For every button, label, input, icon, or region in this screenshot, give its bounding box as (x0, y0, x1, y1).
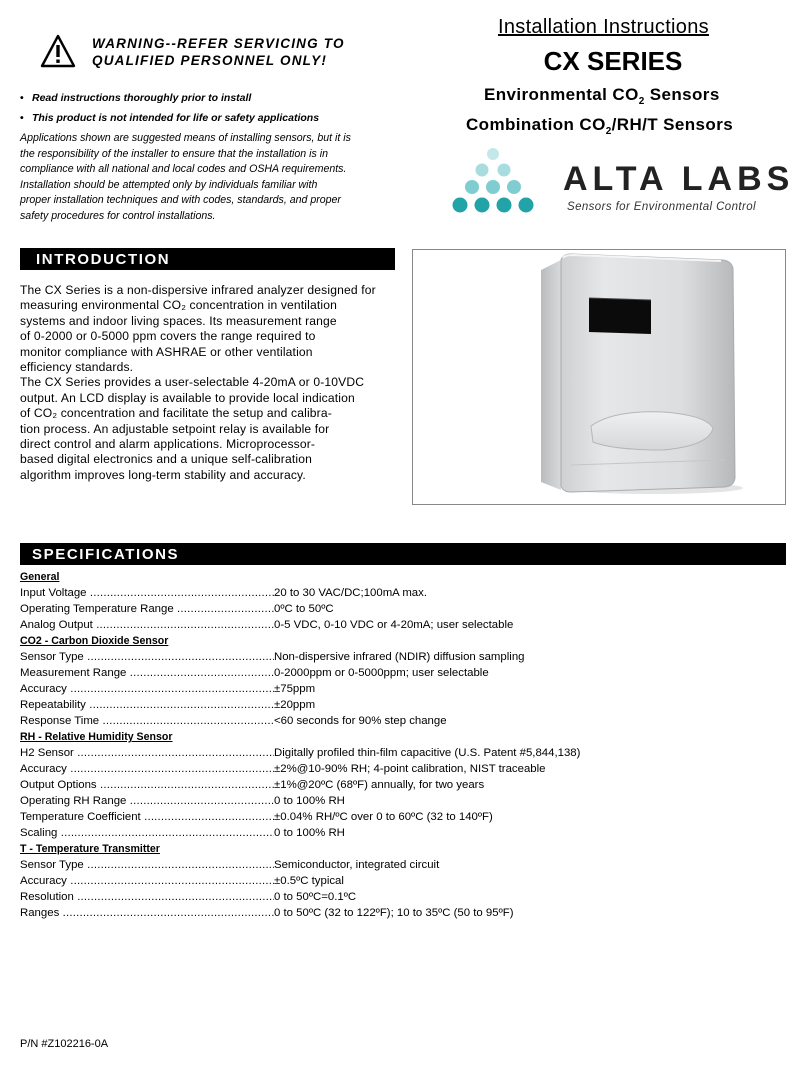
intro-line: The CX Series provides a user-selectable 4-20mA or 0-10VDC (20, 375, 365, 390)
spec-row (20, 649, 786, 665)
logo-dot (453, 198, 468, 213)
intro-line: monitor compliance with ASHRAE or other ventilation (20, 344, 313, 359)
disclaimer-line: safety procedures for control installations. (20, 209, 216, 222)
specifications-list (20, 569, 786, 921)
subtitle-text: Sensors (644, 85, 720, 104)
spec-label: Operating Temperature Range ..... (20, 601, 274, 617)
warning-line-2: QUALIFIED PERSONNEL ONLY! (92, 53, 328, 68)
logo-dot (497, 198, 512, 213)
spec-row (20, 697, 786, 713)
spec-label: Accuracy ..... (20, 873, 274, 889)
spec-value: Digitally profiled thin-film capacitive (U.S. Patent #5,844,138) (274, 747, 581, 759)
product-subtitle-1 (484, 85, 720, 107)
spec-row (20, 889, 786, 905)
disclaimer-line: compliance with all national and local codes and OSHA requirements. (20, 163, 347, 176)
spec-row (20, 873, 786, 889)
spec-row (20, 713, 786, 729)
spec-value: 0ºC to 50ºC (274, 603, 334, 615)
intro-line: algorithm improves long-term stability and accuracy. (20, 467, 306, 482)
spec-label: Scaling ..... (20, 825, 274, 841)
spec-value: 0 to 50ºC (32 to 122ºF); 10 to 35ºC (50 to 95ºF) (274, 907, 514, 919)
logo-dot (519, 198, 534, 213)
subscript: 2 (638, 96, 645, 107)
brand-tagline: Sensors for Environmental Control (567, 201, 756, 213)
intro-line: of CO₂ concentration and facilitate the setup and calibra- (20, 406, 332, 421)
spec-value: ±1%@20ºC (68ºF) annually, for two years (274, 779, 485, 791)
spec-row (20, 617, 786, 633)
spec-value: ±0.04% RH/ºC over 0 to 60ºC (32 to 140ºF) (274, 811, 493, 823)
spec-label: Accuracy ..... (20, 681, 274, 697)
spec-value: 20 to 30 VAC/DC;100mA max. (274, 587, 427, 599)
spec-row (20, 761, 786, 777)
disclaimer-line: Installation should be attempted only by individuals familiar with (20, 178, 318, 191)
series-title: CX SERIES (543, 46, 683, 76)
spec-row (20, 825, 786, 841)
disclaimer-line: the responsibility of the installer to ensure that the installation is in (20, 147, 328, 160)
intro-line: direct control and alarm applications. Microprocessor- (20, 437, 316, 452)
intro-line: efficiency standards. (20, 360, 134, 375)
spec-label: Temperature Coefficient ..... (20, 809, 274, 825)
bullet-item (20, 112, 319, 124)
spec-label: H2 Sensor ..... (20, 745, 274, 761)
bullet-text: This product is not intended for life or safety applications (32, 112, 320, 124)
subtitle-text: Environmental CO (484, 85, 639, 104)
introduction-header: INTRODUCTION (20, 248, 395, 270)
spec-value: 0-5 VDC, 0-10 VDC or 4-20mA; user selectable (274, 619, 514, 631)
product-image (412, 249, 786, 505)
warning-heading (92, 35, 345, 69)
spec-value: ±75ppm (274, 683, 316, 695)
spec-label: Input Voltage ..... (20, 585, 274, 601)
intro-line: based digital electronics and a unique self-calibration (20, 452, 312, 467)
specifications-header: SPECIFICATIONS (20, 543, 786, 565)
spec-value: ±2%@10-90% RH; 4-point calibration, NIST traceable (274, 763, 546, 775)
spec-label: Sensor Type ..... (20, 649, 274, 665)
intro-line: of 0-2000 or 0-5000 ppm covers the range required to (20, 329, 316, 344)
spec-section-heading: General (20, 571, 60, 583)
logo-dot (507, 180, 521, 194)
brand-name: ALTA LABS (563, 160, 795, 198)
subtitle-text: /RH/T Sensors (611, 115, 734, 134)
spec-row (20, 905, 786, 921)
bullet-dot-icon: • (20, 112, 24, 124)
spec-label: Operating RH Range ..... (20, 793, 274, 809)
part-number: P/N #Z102216-0A (20, 1038, 109, 1050)
spec-label: Analog Output ..... (20, 617, 274, 633)
spec-label: Measurement Range ..... (20, 665, 274, 681)
sensor-housing-illustration (413, 250, 785, 504)
bullet-text: Read instructions thoroughly prior to install (32, 92, 252, 104)
intro-line: output. An LCD display is available to provide local indication (20, 390, 355, 405)
spec-row (20, 857, 786, 873)
spec-value: 0 to 100% RH (274, 827, 345, 839)
product-subtitle-2 (466, 115, 733, 137)
logo-dot (487, 148, 499, 160)
disclaimer-line: Applications shown are suggested means of installing sensors, but it is (20, 132, 351, 144)
spec-section-heading: T - Temperature Transmitter (20, 843, 160, 855)
bullet-dot-icon: • (20, 92, 24, 104)
logo-dot (486, 180, 500, 194)
spec-row (20, 793, 786, 809)
spec-row (20, 745, 786, 761)
warning-triangle-icon (40, 34, 76, 68)
logo-dot (475, 198, 490, 213)
spec-section-heading: CO2 - Carbon Dioxide Sensor (20, 635, 169, 647)
spec-row (20, 601, 786, 617)
warning-line-1: WARNING--REFER SERVICING TO (92, 36, 345, 51)
bullet-item (20, 92, 251, 104)
spec-row (20, 777, 786, 793)
alta-labs-logo-icon (448, 145, 558, 217)
subscript: 2 (605, 126, 612, 137)
logo-dot (498, 164, 511, 177)
subtitle-text: Combination CO (466, 115, 606, 134)
spec-label: Output Options ..... (20, 777, 274, 793)
intro-line: systems and indoor living spaces. Its measurement range (20, 313, 337, 328)
spec-label: Resolution ..... (20, 889, 274, 905)
logo-dot (465, 180, 479, 194)
spec-value: <60 seconds for 90% step change (274, 715, 447, 727)
intro-line: measuring environmental CO₂ concentration in ventilation (20, 298, 337, 313)
intro-line: The CX Series is a non-dispersive infrared analyzer designed for (20, 283, 376, 297)
logo-dot (476, 164, 489, 177)
disclaimer-paragraph (20, 131, 400, 225)
spec-row (20, 665, 786, 681)
spec-value: Semiconductor, integrated circuit (274, 859, 440, 871)
spec-row (20, 809, 786, 825)
spec-value: Non-dispersive infrared (NDIR) diffusion sampling (274, 651, 525, 663)
disclaimer-line: proper installation techniques and with codes, standards, and proper (20, 194, 341, 207)
spec-row (20, 585, 786, 601)
spec-value: ±0.5ºC typical (274, 875, 344, 887)
spec-label: Accuracy ..... (20, 761, 274, 777)
spec-value: 0 to 100% RH (274, 795, 345, 807)
introduction-paragraph (20, 283, 398, 483)
spec-label: Sensor Type ..... (20, 857, 274, 873)
installation-instructions-title: Installation Instructions (498, 16, 709, 38)
spec-value: 0 to 50ºC=0.1ºC (274, 891, 357, 903)
spec-section-heading: RH - Relative Humidity Sensor (20, 731, 173, 743)
spec-label: Ranges ..... (20, 905, 274, 921)
spec-value: 0-2000ppm or 0-5000ppm; user selectable (274, 667, 489, 679)
intro-line: tion process. An adjustable setpoint relay is available for (20, 421, 330, 436)
spec-label: Response Time ..... (20, 713, 274, 729)
spec-value: ±20ppm (274, 699, 316, 711)
spec-label: Repeatability ..... (20, 697, 274, 713)
spec-row (20, 681, 786, 697)
